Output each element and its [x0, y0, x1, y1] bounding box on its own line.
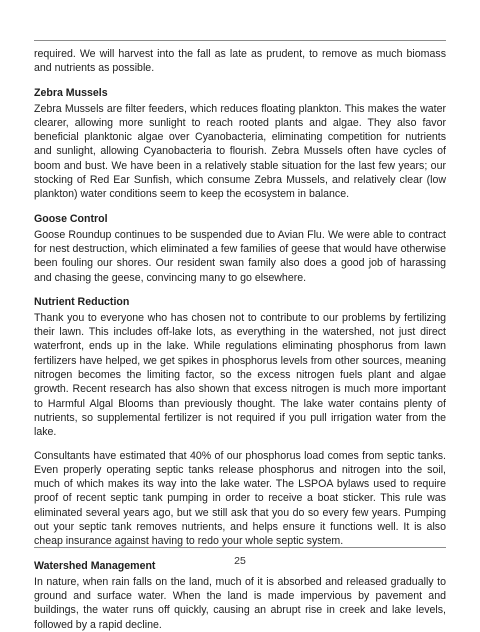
section-paragraph: Consultants have estimated that 40% of our phosphorus load comes from septic tanks. Even properly operating septic tanks release phosphorus and nitrogen into the soil, much of which makes its way into the lake water. The LSPOA bylaws used to require proof of recent septic tank pumping in order to receive a boat sticker. This rule was eliminated several years ago, but we still ask that you do so every few years. Pumping out your septic tank removes nutrients, and helps ensure it functions well. It is also cheap insurance against having to redo your whole septic system.: [34, 449, 446, 548]
section-heading: Goose Control: [34, 212, 108, 225]
section-paragraph: Thank you to everyone who has chosen not to contribute to our problems by fertilizing their lawn. This includes off-lake lots, as everything in the watershed, not just direct waterfront, ends up in the lake. While regulations eliminating phosphorus from lawn fertilizers have helped, we get spikes in phosphorus levels from other sources, meaning nitrogen becomes the limiting factor, so the excess nitrogen fuels plant and algae growth. Recent research has also shown that excess nitrogen is much more important to Harmful Algal Blooms than previously thought. The lake water contains plenty of nutrients, so supplemental fertilizer is not required if you pull irrigation water from the lake.: [34, 311, 446, 439]
section-paragraph: Zebra Mussels are filter feeders, which reduces floating plankton. This makes the water clearer, allowing more sunlight to reach rooted plants and algae. They also favor beneficial planktonic algae over Cyanobacteria, eliminating competition for nutrients and sunlight, allowing Cyanobacteria to flourish. Zebra Mussels often have cycles of boom and bust. We have been in a relatively stable situation for the last few years; our stocking of Red Ear Sunfish, which consume Zebra Mussels, and relatively clear (low plankton) water conditions seem to keep the ecosystem in balance.: [34, 102, 446, 201]
page-number: 25: [234, 555, 246, 567]
section-heading: Nutrient Reduction: [34, 295, 130, 308]
section-heading: Watershed Management: [34, 559, 156, 572]
section-paragraph: Goose Roundup continues to be suspended due to Avian Flu. We were able to contract for nest destruction, which eliminated a few families of geese that would have otherwise been fouling our shores. Our resident swan family also does a good job of harassing and chasing the geese, convincing many to go elsewhere.: [34, 228, 446, 284]
bottom-rule: [34, 547, 446, 548]
section-goose-control: [34, 212, 446, 285]
page-body: [34, 47, 446, 632]
section-heading: Zebra Mussels: [34, 86, 108, 99]
section-watershed-management: [34, 559, 446, 632]
top-rule: [34, 40, 446, 41]
section-paragraph: In nature, when rain falls on the land, much of it is absorbed and released gradually to ground and surface water. When the land is made impervious by pavement and buildings, the water runs off quickly, causing an abrupt rise in creek and lake levels, followed by a rapid decline.: [34, 575, 446, 631]
section-nutrient-reduction: [34, 295, 446, 549]
section-zebra-mussels: [34, 86, 446, 202]
intro-paragraph: required. We will harvest into the fall as late as prudent, to remove as much biomass and nutrients as possible.: [34, 48, 446, 75]
